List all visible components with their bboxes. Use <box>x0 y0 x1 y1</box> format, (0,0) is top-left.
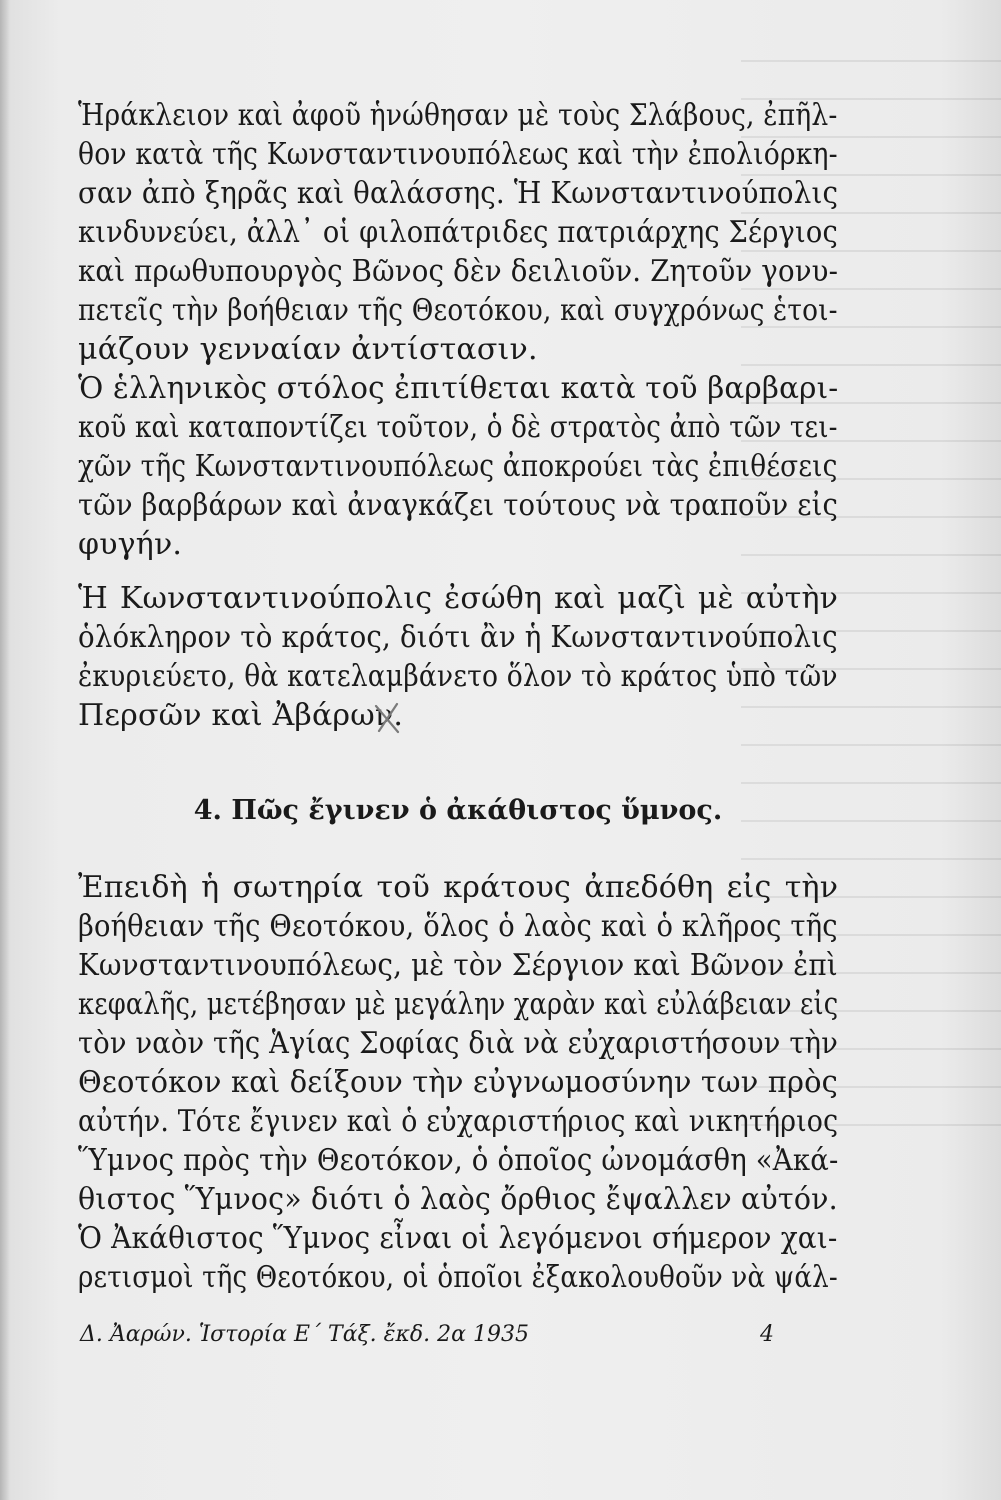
footer-citation: Δ. Ἀαρών. Ἱστορία Ε΄ Τάξ. ἔκδ. 2α 1935 <box>80 1322 529 1347</box>
text-line: μάζουν γενναίαν ἀντίστασιν. <box>78 332 538 367</box>
text-line: κοῦ καὶ καταποντίζει τοῦτον, ὁ δὲ στρατὸς ἀπὸ τῶν τει- <box>78 410 838 445</box>
text-line: ἐκυριεύετο, θὰ κατελαμβάνετο ὅλον τὸ κράτος ὑπὸ τῶν <box>78 659 838 694</box>
binding-shadow <box>0 0 10 1500</box>
text-line: τῶν βαρβάρων καὶ ἀναγκάζει τούτους νὰ τραποῦν εἰς <box>78 488 839 523</box>
page-number: 4 <box>760 1322 774 1347</box>
text-line: Περσῶν καὶ Ἀβάρων. <box>78 698 404 733</box>
text-line: θον κατὰ τῆς Κωνσταντινουπόλεως καὶ τὴν ἐπολιόρκη- <box>78 137 838 172</box>
section-heading: 4. Πῶς ἔγινεν ὁ ἀκάθιστος ὕμνος. <box>193 795 723 826</box>
text-line: Θεοτόκον καὶ δείξουν τὴν εὐγνωμοσύνην των πρὸς <box>78 1065 838 1100</box>
text-line: βοήθειαν τῆς Θεοτόκου, ὅλος ὁ λαὸς καὶ ὁ κλῆρος τῆς <box>78 909 838 944</box>
pencil-x-mark <box>370 698 404 738</box>
text-line: φυγήν. <box>78 527 183 562</box>
text-line: Ἐπειδὴ ἡ σωτηρία τοῦ κράτους ἀπεδόθη εἰς τὴν <box>78 870 839 905</box>
text-line: Ὁ ἑλληνικὸς στόλος ἐπιτίθεται κατὰ τοῦ βαρβαρι- <box>78 371 839 406</box>
text-line: σαν ἀπὸ ξηρᾶς καὶ θαλάσσης. Ἡ Κωνσταντινούπολις <box>78 176 839 211</box>
text-line: θιστος Ὕμνος» διότι ὁ λαὸς ὄρθιος ἔψαλλεν αὐτόν. <box>78 1182 838 1217</box>
text-line: Κωνσταντινουπόλεως, μὲ τὸν Σέργιον καὶ Βῶνον ἐπὶ <box>78 948 838 983</box>
text-line: πετεῖς τὴν βοήθειαν τῆς Θεοτόκου, καὶ συγχρόνως ἑτοι- <box>78 293 838 328</box>
text-line: Ὕμνος πρὸς τὴν Θεοτόκον, ὁ ὁποῖος ὠνομάσθη «Ἀκά- <box>78 1143 839 1178</box>
text-line: αὐτήν. Τότε ἔγινεν καὶ ὁ εὐχαριστήριος καὶ νικητήριος <box>78 1104 839 1139</box>
text-line: Ἡράκλειον καὶ ἀφοῦ ἡνώθησαν μὲ τοὺς Σλάβους, ἐπῆλ- <box>78 98 838 133</box>
text-line: κινδυνεύει, ἀλλ᾽ οἱ φιλοπάτριδες πατριάρχης Σέργιος <box>78 215 838 250</box>
text-line: Ἡ Κωνσταντινούπολις ἐσώθη καὶ μαζὶ μὲ αὐτὴν <box>78 581 839 616</box>
text-line: τὸν ναὸν τῆς Ἁγίας Σοφίας διὰ νὰ εὐχαριστήσουν τὴν <box>78 1026 838 1061</box>
text-line: καὶ πρωθυπουργὸς Βῶνος δὲν δειλιοῦν. Ζητοῦν γονυ- <box>78 254 839 289</box>
text-line: κεφαλῆς, μετέβησαν μὲ μεγάλην χαρὰν καὶ εὐλάβειαν εἰς <box>78 987 839 1022</box>
text-line: ὁλόκληρον τὸ κράτος, διότι ἂν ἡ Κωνσταντινούπολις <box>78 620 838 655</box>
text-line: ρετισμοὶ τῆς Θεοτόκου, οἱ ὁποῖοι ἐξακολουθοῦν νὰ ψάλ- <box>78 1260 838 1295</box>
text-line: Ὁ Ἀκάθιστος Ὕμνος εἶναι οἱ λεγόμενοι σήμερον χαι- <box>78 1221 838 1256</box>
text-line: χῶν τῆς Κωνσταντινουπόλεως ἀποκρούει τὰς ἐπιθέσεις <box>78 449 838 484</box>
